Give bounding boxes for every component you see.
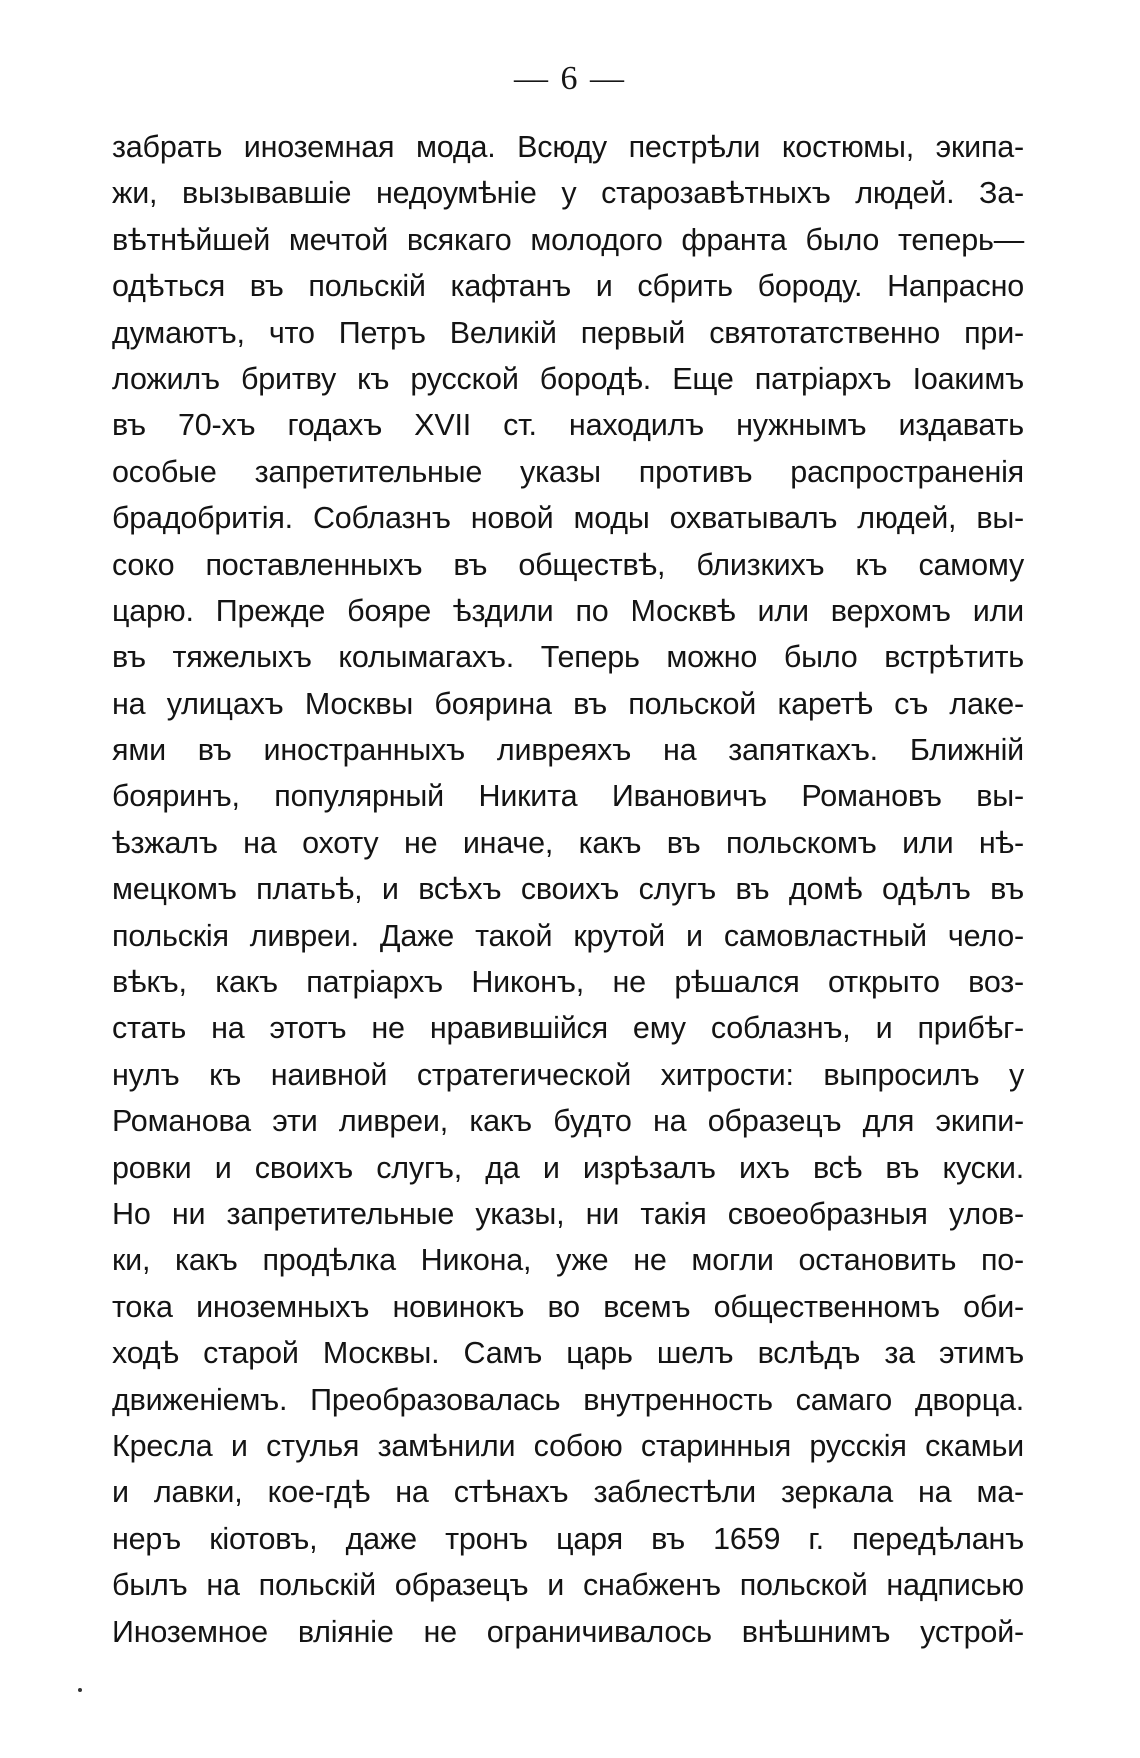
text-line: въ 70-хъ годахъ XVII ст. находилъ нужнымъ издавать xyxy=(112,408,1024,443)
text-line: движеніемъ. Преобразовалась внутренность самаго дворца. xyxy=(112,1382,1024,1417)
text-line: нулъ къ наивной стратегической хитрости: выпросилъ у xyxy=(112,1057,1024,1092)
text-line: вѣкъ, какъ патріархъ Никонъ, не рѣшался открыто воз- xyxy=(112,965,1024,1000)
text-line: Иноземное вліяніе не ограничивалось внѣшнимъ устрой- xyxy=(112,1614,1024,1649)
body-text xyxy=(112,124,1024,1655)
print-speck xyxy=(78,1688,82,1692)
text-line: былъ на польскій образецъ и снабженъ польской надписью xyxy=(112,1568,1024,1603)
text-line: ходѣ старой Москвы. Самъ царь шелъ вслѣдъ за этимъ xyxy=(112,1336,1024,1371)
text-line: Кресла и стулья замѣнили собою старинныя русскія скамьи xyxy=(112,1428,1024,1463)
page-number: — 6 — xyxy=(514,60,626,97)
text-line: царю. Прежде бояре ѣздили по Москвѣ или верхомъ или xyxy=(112,593,1024,628)
text-line: Романова эти ливреи, какъ будто на образецъ для экипи- xyxy=(112,1104,1024,1139)
text-line: вѣтнѣйшей мечтой всякаго молодого франта было теперь— xyxy=(112,222,1024,257)
text-line: Но ни запретительные указы, ни такія своеобразныя улов- xyxy=(112,1196,1024,1231)
text-line: стать на этотъ не нравившійся ему соблазнъ, и прибѣг- xyxy=(112,1011,1024,1046)
text-line: ложилъ бритву къ русской бородѣ. Еще патріархъ Іоакимъ xyxy=(112,361,1024,396)
text-line: мецкомъ платьѣ, и всѣхъ своихъ слугъ въ домѣ одѣлъ въ xyxy=(112,872,1024,907)
text-line: соко поставленныхъ въ обществѣ, близкихъ къ самому xyxy=(112,547,1024,582)
text-line: жи, вызывавшіе недоумѣніе у старозавѣтныхъ людей. За- xyxy=(112,176,1024,211)
text-line: и лавки, кое-гдѣ на стѣнахъ заблестѣли зеркала на ма- xyxy=(112,1475,1024,1510)
text-line: ровки и своихъ слугъ, да и изрѣзалъ ихъ всѣ въ куски. xyxy=(112,1150,1024,1185)
text-line: одѣться въ польскій кафтанъ и сбрить бороду. Напрасно xyxy=(112,269,1024,304)
text-line: въ тяжелыхъ колымагахъ. Теперь можно было встрѣтить xyxy=(112,640,1024,675)
text-line: особые запретительные указы противъ распространенія xyxy=(112,454,1024,489)
text-line: польскія ливреи. Даже такой крутой и самовластный чело- xyxy=(112,918,1024,953)
text-line: думаютъ, что Петръ Великій первый святотатственно при- xyxy=(112,315,1024,350)
text-line: на улицахъ Москвы боярина въ польской каретѣ съ лаке- xyxy=(112,686,1024,721)
text-line: тока иноземныхъ новинокъ во всемъ общественномъ оби- xyxy=(112,1289,1024,1324)
text-line: ки, какъ продѣлка Никона, уже не могли остановить по- xyxy=(112,1243,1024,1278)
text-line: брадобритія. Соблазнъ новой моды охватывалъ людей, вы- xyxy=(112,501,1024,536)
text-line: ями въ иностранныхъ ливреяхъ на запяткахъ. Ближній xyxy=(112,733,1024,768)
text-line: ѣзжалъ на охоту не иначе, какъ въ польскомъ или нѣ- xyxy=(112,825,1024,860)
text-line: забрать иноземная мода. Всюду пестрѣли костюмы, экипа- xyxy=(112,130,1024,164)
text-line: бояринъ, популярный Никита Ивановичъ Романовъ вы- xyxy=(112,779,1024,814)
text-line: неръ кіотовъ, даже тронъ царя въ 1659 г. передѣланъ xyxy=(112,1521,1024,1556)
